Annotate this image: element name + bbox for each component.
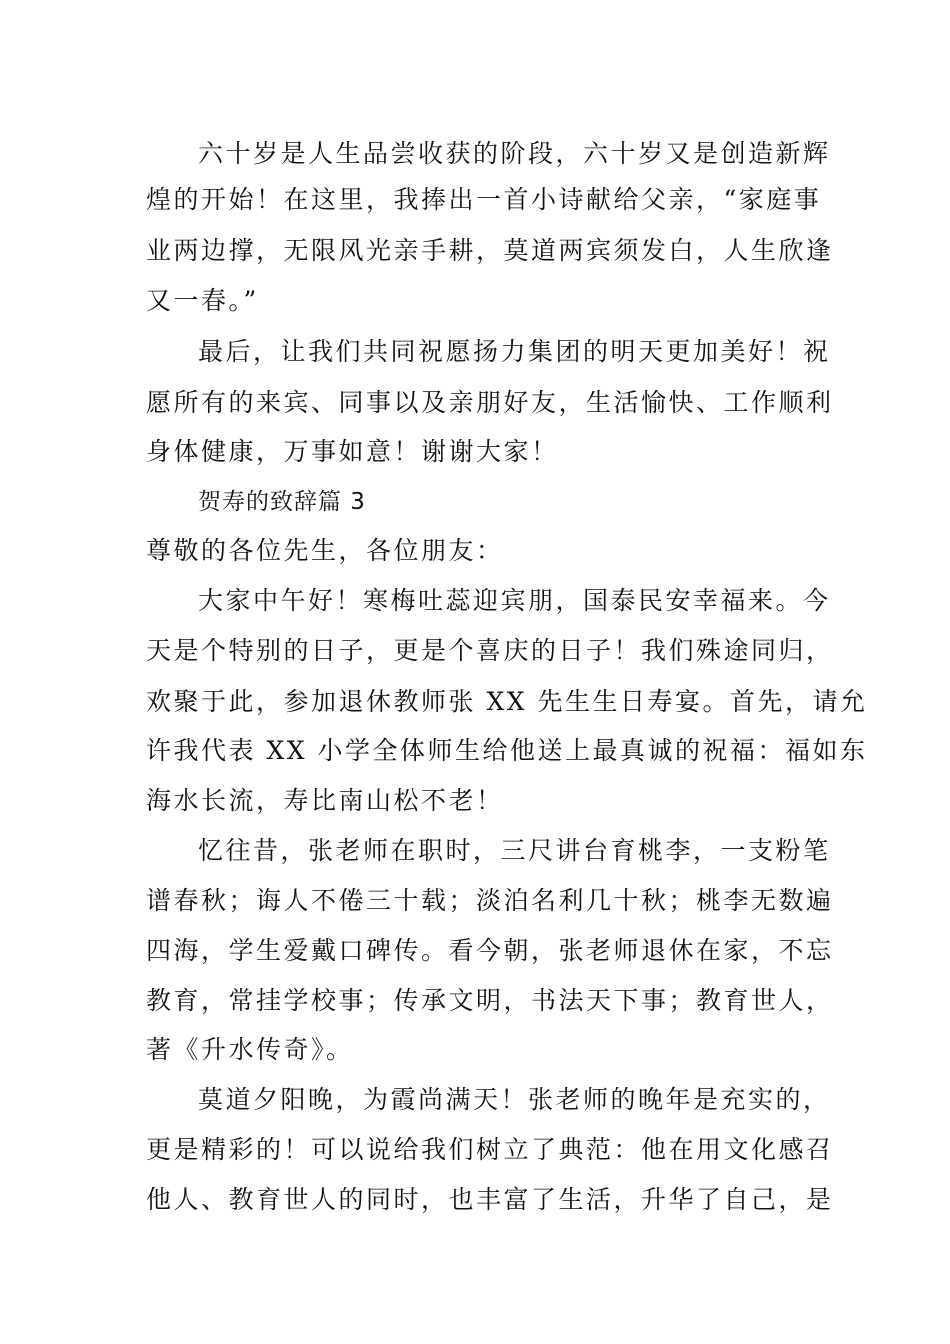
paragraph-line: 教育，常挂学校事；传承文明，书法天下事；教育世人， xyxy=(146,986,834,1015)
paragraph-line: 更是精彩的！可以说给我们树立了典范：他在用文化感召 xyxy=(146,1135,834,1164)
paragraph-line: 大家中午好！寒梅吐蕊迎宾朋，国泰民安幸福来。今 xyxy=(198,586,831,615)
paragraph-line: 海水长流，寿比南山松不老！ xyxy=(146,786,504,815)
paragraph-line: 许我代表 XX 小学全体师生给他送上最真诚的祝福：福如东 xyxy=(146,736,868,765)
paragraph-line: 谱春秋；诲人不倦三十载；淡泊名利几十秋；桃李无数遍 xyxy=(146,886,834,915)
paragraph-line: 愿所有的来宾、同事以及亲朋好友，生活愉快、工作顺利 xyxy=(146,388,834,417)
paragraph-line: 他人、教育世人的同时，也丰富了生活，升华了自己，是 xyxy=(146,1185,834,1214)
paragraph-line: 著《升水传奇》。 xyxy=(146,1035,354,1064)
paragraph-line: 最后，让我们共同祝愿扬力集团的明天更加美好！祝 xyxy=(198,337,831,366)
paragraph-line: 身体健康，万事如意！谢谢大家！ xyxy=(146,437,559,466)
paragraph-line: 莫道夕阳晚，为霞尚满天！张老师的晚年是充实的， xyxy=(198,1085,831,1114)
paragraph-line: 煌的开始！在这里，我捧出一首小诗献给父亲，“家庭事 xyxy=(146,185,822,214)
salutation: 尊敬的各位先生，各位朋友： xyxy=(146,536,504,565)
paragraph-line: 欢聚于此，参加退休教师张 XX 先生生日寿宴。首先，请允 xyxy=(146,687,868,716)
paragraph-line: 业两边撑，无限风光亲手耕，莫道两宾须发白，人生欣逢 xyxy=(146,236,834,265)
paragraph-line: 四海，学生爱戴口碑传。看今朝，张老师退休在家，不忘 xyxy=(146,936,834,965)
paragraph-line: 又一春。” xyxy=(146,286,259,315)
section-heading: 贺寿的致辞篇 3 xyxy=(198,489,366,515)
paragraph-line: 天是个特别的日子，更是个喜庆的日子！我们殊途同归， xyxy=(146,636,834,665)
paragraph-line: 忆往昔，张老师在职时，三尺讲台育桃李，一支粉笔 xyxy=(198,836,831,865)
paragraph-line: 六十岁是人生品尝收获的阶段，六十岁又是创造新辉 xyxy=(198,139,831,168)
